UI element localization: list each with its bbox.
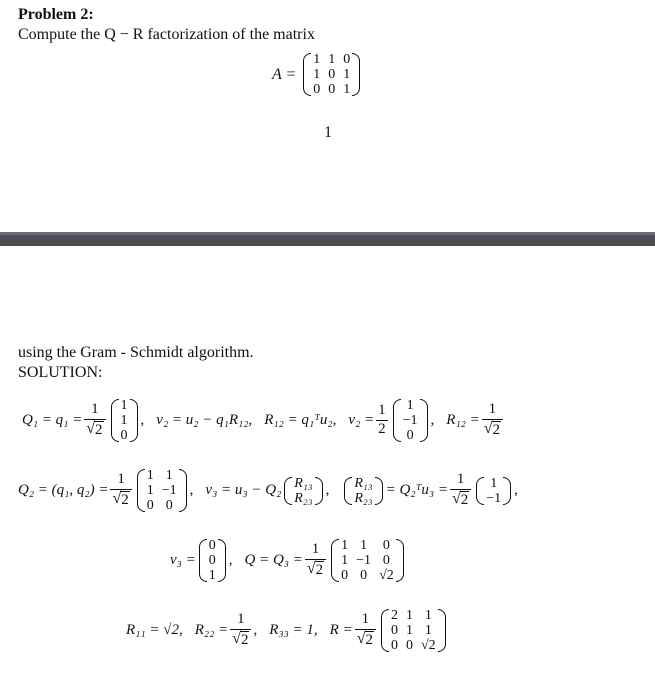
matrix-cell: 0 <box>165 498 173 513</box>
q2-lhs: Q₂ = (q₁, q₂) = <box>18 482 109 498</box>
inv-sqrt2-frac: 1 √ 2 <box>84 402 105 438</box>
algorithm-intro: using the Gram - Schmidt algorithm. <box>18 344 254 361</box>
matrix-a-equation <box>272 52 363 97</box>
q-lhs: Q = Q₃ = <box>244 552 303 568</box>
matrix-cell: 1 <box>406 623 413 638</box>
matrix-cell: 0 <box>360 568 368 583</box>
inv-sqrt2-frac: 1 √ 2 <box>110 472 131 508</box>
matrix-cell: 1 <box>328 52 336 67</box>
matrix-cell: 0 <box>406 428 414 443</box>
v3-vector <box>199 538 226 583</box>
matrix-cell: 1 <box>343 67 351 82</box>
matrix-cell: 0 <box>328 82 336 97</box>
r22-lhs: R₂₂ = <box>194 622 229 638</box>
r33-value: R₃₃ = 1, <box>269 622 318 638</box>
matrix-cell: 1 <box>424 608 432 623</box>
matrix-cell: 1 <box>343 82 351 97</box>
matrix-cell: 1 <box>341 553 349 568</box>
matrix-cell: 1 <box>313 52 321 67</box>
inv-sqrt2-frac: 1 √ 2 <box>355 612 376 648</box>
comma: , <box>140 412 145 428</box>
r12-definition: R₁₂ = q₁ᵀu₂, <box>264 412 337 428</box>
q-matrix <box>331 538 404 583</box>
r-lhs: R = <box>329 622 353 638</box>
r12-lhs: R₁₂ = <box>446 412 480 428</box>
q2t-u3: = Q₂ᵀu₃ = <box>385 482 448 498</box>
r11-value: R₁₁ = √2, <box>126 622 183 638</box>
matrix-cell: 1 <box>120 413 128 428</box>
matrix-cell: −1 <box>356 553 372 568</box>
r22-value: 1 √ 2 <box>230 612 251 648</box>
page-number: 1 <box>324 124 332 141</box>
comma: , <box>514 482 518 498</box>
matrix-cell: 0 <box>406 638 413 653</box>
matrix-cell: 0 <box>208 553 216 568</box>
r-vector-2 <box>476 476 511 506</box>
v3-lhs: v₃ = <box>170 552 196 568</box>
comma: , <box>325 482 330 498</box>
r13-r23-vector <box>284 476 322 506</box>
matrix-cell: 2 <box>391 608 398 623</box>
matrix-a-label: A = <box>272 65 297 83</box>
q1-vector <box>111 398 138 443</box>
matrix-cell: 0 <box>120 428 128 443</box>
r12-value: 1 √ 2 <box>482 402 503 438</box>
matrix-cell: R₁₃ <box>294 475 313 491</box>
matrix-cell: 1 <box>490 475 498 491</box>
matrix-cell: 0 <box>328 67 336 82</box>
v2-lhs: v₂ = <box>348 412 375 428</box>
matrix-cell: 0 <box>146 498 154 513</box>
matrix-cell: 0 <box>382 553 390 568</box>
comma: , <box>430 412 435 428</box>
matrix-cell: 0 <box>391 623 398 638</box>
half-frac: $\frac{1}{2}$ <box>378 402 386 437</box>
matrix-cell: 1 <box>313 67 321 82</box>
v3-definition: v₃ = u₃ − Q₂ <box>205 482 282 498</box>
v2-definition: v₂ = u₂ − q₁R₁₂, <box>156 412 253 428</box>
matrix-cell: R₁₃ <box>354 475 373 491</box>
equation-row-3 <box>170 538 407 583</box>
matrix-cell: 0 <box>391 638 398 653</box>
comma: , <box>189 482 194 498</box>
matrix-a <box>303 52 360 97</box>
matrix-cell: 1 <box>341 538 349 553</box>
comma: , <box>253 622 258 638</box>
matrix-cell: 1 <box>146 468 154 483</box>
matrix-cell: 1 <box>406 398 414 413</box>
r13-r23-vector-2 <box>344 476 382 506</box>
matrix-cell: R₂₃ <box>354 490 373 506</box>
matrix-cell: 1 <box>360 538 368 553</box>
matrix-cell: √2 <box>379 568 394 583</box>
matrix-cell: 0 <box>208 538 216 553</box>
matrix-cell: 1 <box>208 568 216 583</box>
equation-row-1 <box>22 398 505 443</box>
matrix-cell: 1 <box>146 483 154 498</box>
solution-label: SOLUTION: <box>18 364 103 381</box>
matrix-cell: 0 <box>343 52 351 67</box>
matrix-cell: 1 <box>424 623 432 638</box>
matrix-cell: 0 <box>313 82 321 97</box>
problem-heading: Problem 2: <box>18 6 94 23</box>
equation-row-4 <box>126 608 449 653</box>
matrix-cell: −1 <box>161 483 177 498</box>
matrix-cell: 0 <box>382 538 390 553</box>
inv-sqrt2-frac: 1 √ 2 <box>305 542 326 578</box>
r-matrix <box>381 608 446 653</box>
inv-sqrt2-frac: 1 √ 2 <box>450 472 471 508</box>
q1-lhs: Q₁ = q₁ = <box>22 412 83 428</box>
matrix-cell: R₂₃ <box>294 490 313 506</box>
problem-statement: Compute the Q − R factorization of the matrix <box>18 26 315 43</box>
equation-row-2 <box>18 468 518 513</box>
matrix-cell: −1 <box>402 413 418 428</box>
q2-matrix <box>137 468 187 513</box>
v2-vector <box>393 398 428 443</box>
matrix-cell: −1 <box>486 490 502 506</box>
page-divider <box>0 232 655 246</box>
matrix-cell: √2 <box>421 638 436 653</box>
matrix-cell: 0 <box>341 568 349 583</box>
matrix-cell: 1 <box>165 468 173 483</box>
comma: , <box>228 552 233 568</box>
matrix-cell: 1 <box>120 398 128 413</box>
matrix-cell: 1 <box>406 608 413 623</box>
